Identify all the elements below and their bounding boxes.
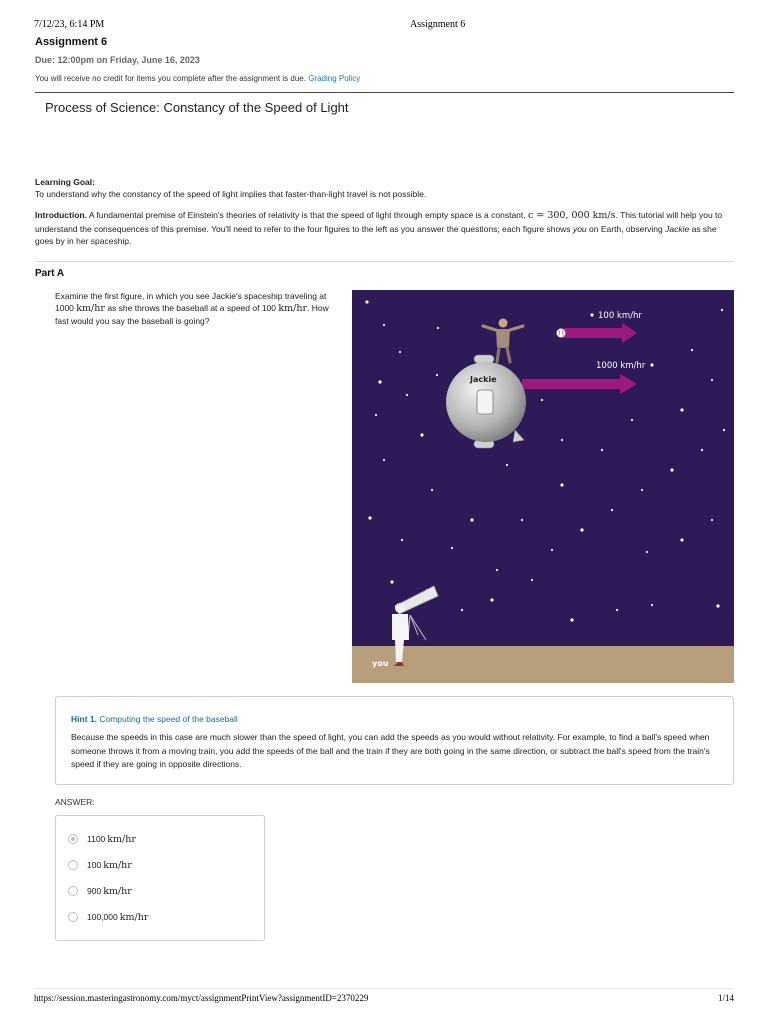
option-3-unit: km/hr (103, 885, 132, 897)
ground (352, 646, 734, 683)
option-3-value: 900 (87, 886, 102, 896)
star (383, 459, 385, 461)
answer-option-4[interactable] (68, 910, 148, 924)
radio-option-3[interactable] (68, 886, 78, 896)
intro-math: c = 300, 000 km/s (528, 210, 616, 221)
star (670, 468, 673, 471)
intro-text-3: on Earth, observing (589, 223, 663, 234)
star (368, 516, 371, 519)
star (551, 549, 553, 551)
problem-title: Process of Science: Constancy of the Speed of Light (45, 100, 349, 115)
star (691, 349, 693, 351)
print-title: Assignment 6 (410, 19, 466, 30)
star (641, 489, 643, 491)
footer-divider (35, 988, 734, 989)
star (631, 419, 633, 421)
star (531, 579, 533, 581)
star (711, 379, 713, 381)
question-text-2: as she throws the baseball at a speed of 100 (107, 303, 277, 313)
section-divider (35, 261, 734, 262)
night-sky (352, 290, 734, 646)
spaceship-figure (352, 290, 734, 683)
print-header (34, 19, 734, 33)
late-notice (35, 74, 360, 83)
header-divider (35, 92, 734, 93)
intro-jackie: Jackie (665, 223, 690, 234)
star (378, 380, 381, 383)
intro-text-4: as she goes by in her spaceship. (35, 223, 717, 246)
star (680, 538, 683, 541)
star (716, 604, 719, 607)
ship-label: Jackie (470, 375, 497, 384)
star (711, 519, 713, 521)
star (506, 464, 508, 466)
star (650, 363, 653, 366)
print-date: 7/12/23, 6:14 PM (34, 19, 105, 30)
star (375, 414, 377, 416)
late-notice-text: You will receive no credit for items you complete after the assignment is due. (35, 74, 306, 83)
page-url: https://session.masteringastronomy.com/myct/assignmentPrintView?assignmentID=2370229 (34, 993, 369, 1003)
part-a-label: Part A (35, 268, 65, 279)
radio-option-4[interactable] (68, 912, 78, 922)
star (431, 489, 433, 491)
answer-option-2[interactable] (68, 858, 132, 872)
answer-label: ANSWER: (55, 797, 95, 807)
star (470, 518, 473, 521)
option-2-unit: km/hr (103, 859, 132, 871)
star (451, 547, 453, 549)
star (701, 449, 703, 451)
star (420, 433, 423, 436)
hint-1-title[interactable] (71, 714, 238, 724)
baseball (557, 329, 566, 338)
question-text-3: . How fast would you say the baseball is going? (55, 303, 329, 326)
star (521, 519, 523, 521)
grading-policy-link[interactable]: Grading Policy (308, 74, 361, 83)
star (401, 539, 403, 541)
hint-title-text: Computing the speed of the baseball (99, 714, 238, 724)
star (436, 374, 438, 376)
intro-text-2: . This tutorial will help you to understand the consequences of this premise. You'll need to refer to the four figures to the left as you answer the questions; each figure shows (35, 210, 723, 234)
answer-options (55, 815, 265, 941)
intro-text-1: A fundamental premise of Einstein's theories of relativity is that the speed of light through empty space is a constant, (88, 210, 526, 220)
answer-option-1[interactable] (68, 832, 136, 846)
question-unit-2: km/hr (278, 303, 308, 314)
star (365, 300, 368, 303)
print-footer (34, 993, 734, 1007)
observer-label: you (372, 659, 389, 668)
learning-goal-label: Learning Goal: (35, 177, 95, 187)
star (406, 394, 408, 396)
radio-option-2[interactable] (68, 860, 78, 870)
star (611, 509, 613, 511)
figure-canvas (352, 290, 734, 683)
star (383, 324, 385, 326)
star (490, 598, 493, 601)
star (590, 313, 593, 316)
star (601, 449, 603, 451)
star (437, 327, 439, 329)
hint-label: Hint 1. (71, 714, 97, 724)
question-text-1: Examine the first figure, in which you see Jackie's spaceship traveling at 1000 (55, 291, 327, 313)
intro-you: you (572, 223, 587, 234)
introduction (35, 209, 733, 248)
star (680, 408, 683, 411)
hint-1-body: Because the speeds in this case are much slower than the speed of light, you can add the speeds as you would without relativity. For example, to find a ball's speed when someone throws it from a moving train, you add the speeds of the ball and the train if they are both going in the same direction, or subtract the ball's speed from the train's speed if they are going in opposite directions. (71, 732, 710, 769)
part-a-question (55, 290, 340, 327)
hint-1-box[interactable] (55, 696, 734, 785)
due-date: Due: 12:00pm on Friday, June 16, 2023 (35, 55, 200, 65)
star (560, 483, 563, 486)
star (723, 429, 725, 431)
star (496, 569, 498, 571)
option-4-value: 100,000 (87, 912, 118, 922)
star (541, 399, 543, 401)
radio-option-1[interactable] (68, 834, 78, 844)
ball-speed-label: 100 km/hr (598, 311, 642, 321)
option-1-unit: km/hr (107, 833, 136, 845)
star (561, 439, 563, 441)
option-1-value: 1100 (87, 834, 106, 844)
learning-goal-text: To understand why the constancy of the speed of light implies that faster-than-light travel is not possible. (35, 189, 427, 199)
ship-speed-label: 1000 km/hr (596, 361, 646, 371)
option-2-value: 100 (87, 860, 102, 870)
star (390, 580, 393, 583)
question-unit-1: km/hr (76, 303, 105, 314)
star (580, 528, 583, 531)
star (399, 351, 401, 353)
star (651, 604, 653, 606)
page-number: 1/14 (717, 993, 734, 1003)
star (616, 609, 618, 611)
star (721, 309, 723, 311)
assignment-title: Assignment 6 (35, 36, 108, 48)
star (461, 609, 463, 611)
option-4-unit: km/hr (119, 911, 149, 923)
star (570, 618, 573, 621)
star (646, 551, 648, 553)
answer-option-3[interactable] (68, 884, 132, 898)
intro-label: Introduction. (35, 210, 87, 220)
